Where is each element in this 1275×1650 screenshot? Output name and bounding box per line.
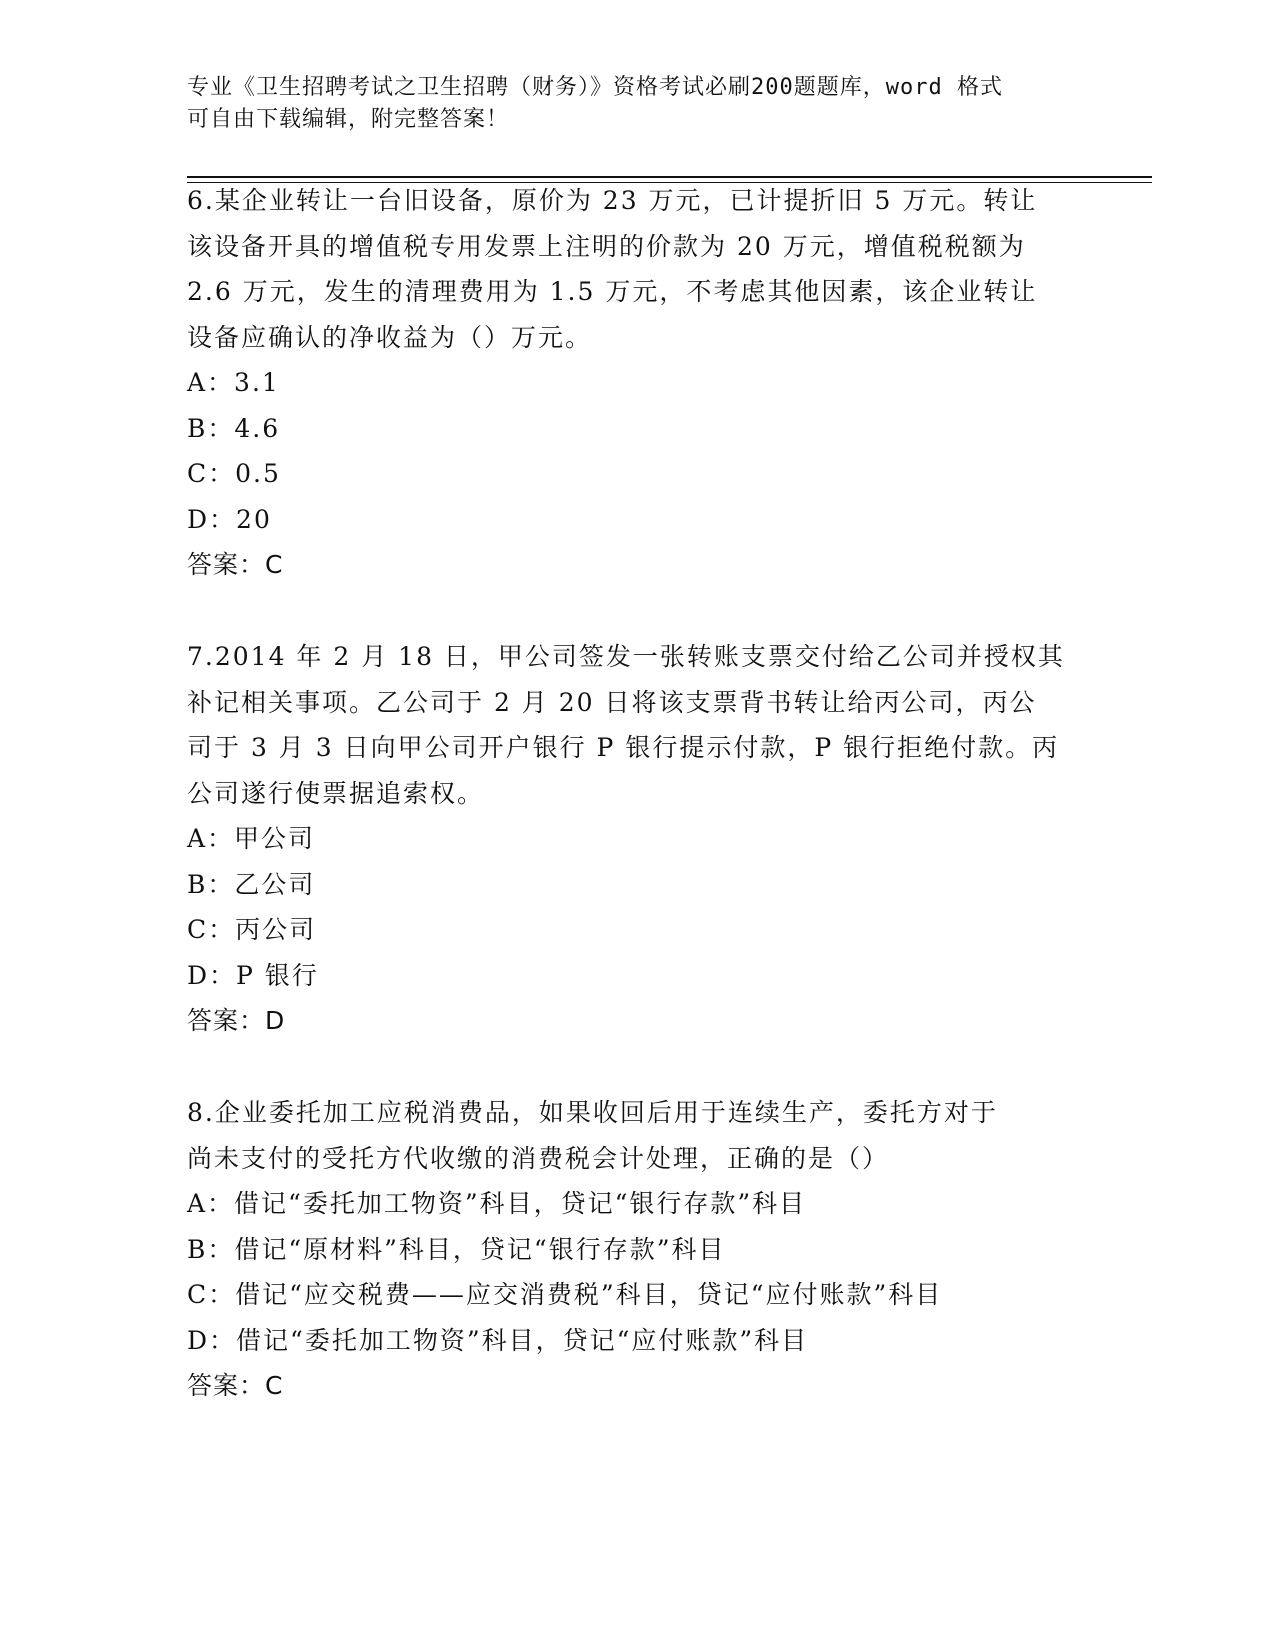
question-stem-line: 尚未支付的受托方代收缴的消费税会计处理，正确的是（） bbox=[187, 1143, 890, 1173]
option-a: A：3.1 bbox=[187, 368, 280, 397]
question-stem-line: 司于 3 月 3 日向甲公司开户银行 P 银行提示付款，P 银行拒绝付款。丙 bbox=[187, 733, 1060, 762]
option-b: B：乙公司 bbox=[187, 869, 316, 899]
answer: 答案：C bbox=[187, 1371, 284, 1400]
question-stem-line: 7.2014 年 2 月 18 日，甲公司签发一张转账支票交付给乙公司并授权其 bbox=[187, 642, 1065, 671]
question-8 bbox=[187, 1090, 1087, 1409]
option-a: A：甲公司 bbox=[187, 824, 316, 853]
option-c: C：借记“应交税费——应交消费税”科目，贷记“应付账款”科目 bbox=[187, 1280, 943, 1309]
option-b: B：4.6 bbox=[187, 413, 281, 443]
option-b: B：借记“原材料”科目，贷记“银行存款”科目 bbox=[187, 1234, 726, 1264]
question-stem-line: 2.6 万元，发生的清理费用为 1.5 万元，不考虑其他因素，该企业转让 bbox=[187, 277, 1038, 306]
option-d: D：20 bbox=[187, 504, 272, 534]
answer: 答案：C bbox=[187, 550, 284, 579]
option-d: D：借记“委托加工物资”科目，贷记“应付账款”科目 bbox=[187, 1325, 809, 1355]
question-6 bbox=[187, 178, 1087, 588]
question-stem-line: 6.某企业转让一台旧设备，原价为 23 万元，已计提折旧 5 万元。转让 bbox=[187, 186, 1038, 215]
question-stem-line: 公司遂行使票据追索权。 bbox=[187, 778, 485, 808]
question-stem-line: 该设备开具的增值税专用发票上注明的价款为 20 万元，增值税税额为 bbox=[187, 231, 1026, 261]
option-c: C：丙公司 bbox=[187, 915, 317, 944]
header-line: 专业《卫生招聘考试之卫生招聘（财务）》资格考试必刷200题题库，word 格式 bbox=[187, 75, 1003, 100]
document-header bbox=[187, 72, 1087, 136]
question-stem-line: 补记相关事项。乙公司于 2 月 20 日将该支票背书转让给丙公司，丙公 bbox=[187, 687, 1037, 717]
question-stem-line: 设备应确认的净收益为（）万元。 bbox=[187, 322, 593, 352]
header-line: 可自由下载编辑，附完整答案！ bbox=[187, 107, 510, 132]
answer: 答案：D bbox=[187, 1006, 286, 1035]
question-stem-line: 8.企业委托加工应税消费品，如果收回后用于连续生产，委托方对于 bbox=[187, 1098, 998, 1127]
option-a: A：借记“委托加工物资”科目，贷记“银行存款”科目 bbox=[187, 1189, 807, 1218]
question-7 bbox=[187, 634, 1087, 1044]
option-c: C：0.5 bbox=[187, 459, 281, 488]
option-d: D：P 银行 bbox=[187, 960, 319, 990]
